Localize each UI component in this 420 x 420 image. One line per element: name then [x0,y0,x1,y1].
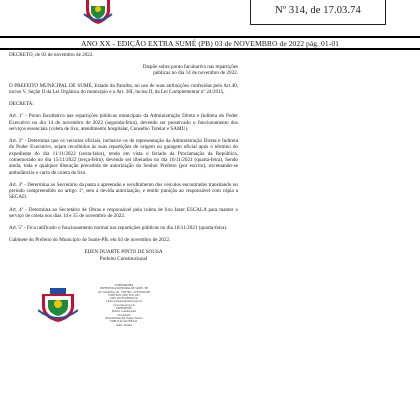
footer-line: DIAGRAMAÇÃO: Equipe Técnica [105,316,143,320]
signer-name: EDEN DUARTE PINTO DE SOUSA [84,249,163,256]
footer-line: www.sume.pb.gov.br [113,303,135,307]
footer-line: AV. YOLANDA, 09 - CENTRO - CEP 58540-000 [97,290,151,294]
decree-title: DECRETO, de 03 de novembro de 2022. [9,52,94,58]
footer-line: PREFEITURA MUNICIPAL DE SUMÉ - PB [100,287,148,291]
article-1: Art. 1º - Ponto facultativo nas repartições públicas municipais da Administração Direta e Indireta do Poder Executivo no dia 14 de novembro de 2022 (segunda-feira), devendo ser preservado o funcionamento dos serviços essenciais (coleta de lixo, atendimento hospitalar, Conselho Tutelar e SAMU). [9,113,238,132]
law-number-box [250,0,386,25]
footer-contact-block [94,284,154,327]
article-2: Art. 2º - Determina que os veículos oficiais, inclusive os de representação da Administração Direta e Indireta do Poder Executivo, sejam recolhidos às suas repartições de origem ou garagem oficial após o término do expediente do dia 11/11/2022 (sexta-feira), tendo em vista o feriado da Proclamação da República, comemorado no dia 15/11/2022 (terça-feira), devendo ser liberados no dia 16/11/2021 (quarta-feira). Sendo ainda, toda e qualquer liberação precedida de autorização do Senhor Prefeito (por escrito), excetuando-se ambulâncias e carro de coleta de lixo. [9,138,238,176]
decree-body [9,52,238,262]
decree-decreta: DECRETA: [9,101,34,108]
signer-title: Prefeito Constitucional [99,255,148,262]
article-4: Art. 4º - Determina ao Secretário de Obras e responsável pela coleta de lixo fazer ESCALA para manter o serviço de coleta nos dias 14 e 15 de novembro de 2022. [9,206,238,219]
masthead-bottom-rule [0,48,420,50]
decree-preamble: O PREFEITO MUNICIPAL DE SUMÉ, Estado da Paraíba, no uso de suas atribuições conferidas pelo Art.40, inciso V, Seção II da Lei Orgânica do município e o Art. 36I, inciso II, da Lei Complementar nº 24/2015, [9,82,238,95]
article-3: Art. 3º - Determina ao Secretário da pasta a apreensão e recolhimento dos veículos encontrados transitando no período compreendido no artigo 1º, sem a devida autorização, e emitir punição ao responsável com cópia a SECAD. [9,181,238,201]
decree-summary [9,64,238,77]
footer-line: SUMÉ/PARAÍBA [114,284,134,287]
footer-line: Prefeito Constitucional [112,310,136,314]
decree-closing: Gabinete do Prefeito do Município de Sumé-PB, em 03 de novembro de 2022. [9,237,171,244]
decree-summary-line-2: públicas no dia 14 de novembro de 2022. [153,70,238,77]
footer-line: Vice-Prefeito [117,313,131,317]
decree-summary-line-1: Dispõe sobre ponto facultativo nas repartições [142,64,238,71]
footer-line: CNPJ: 09.073.628/0001-91 [109,297,139,301]
article-5: Art. 5º - Fica ratificado o funcionamento normal nas repartições públicas no dia 16/11/2021 (quarta-feira). [9,225,228,232]
footer-coat-of-arms-icon [38,286,78,322]
footer-line: e-mail: prefeitura@sume.pb.gov.br [105,300,143,304]
law-number: Nº 314, de 17.03.74 [275,5,361,16]
masthead-top-rule [0,36,420,38]
signature-block [9,249,238,261]
masthead-edition-line: ANO XX - EDIÇÃO EXTRA SUMÉ (PB) 03 de NOVEMBRO de 2022 pág. 01-01 [80,39,340,48]
municipal-coat-of-arms-icon [82,0,114,24]
footer-line: EXPEDIENTE [116,307,132,311]
footer-line: Sumé - Paraíba [116,323,132,327]
footer-line: FONE/FAX: (083) 3353-1191 [108,293,140,297]
footer-line: PUBLICAÇÃO OFICIAL [110,320,138,324]
